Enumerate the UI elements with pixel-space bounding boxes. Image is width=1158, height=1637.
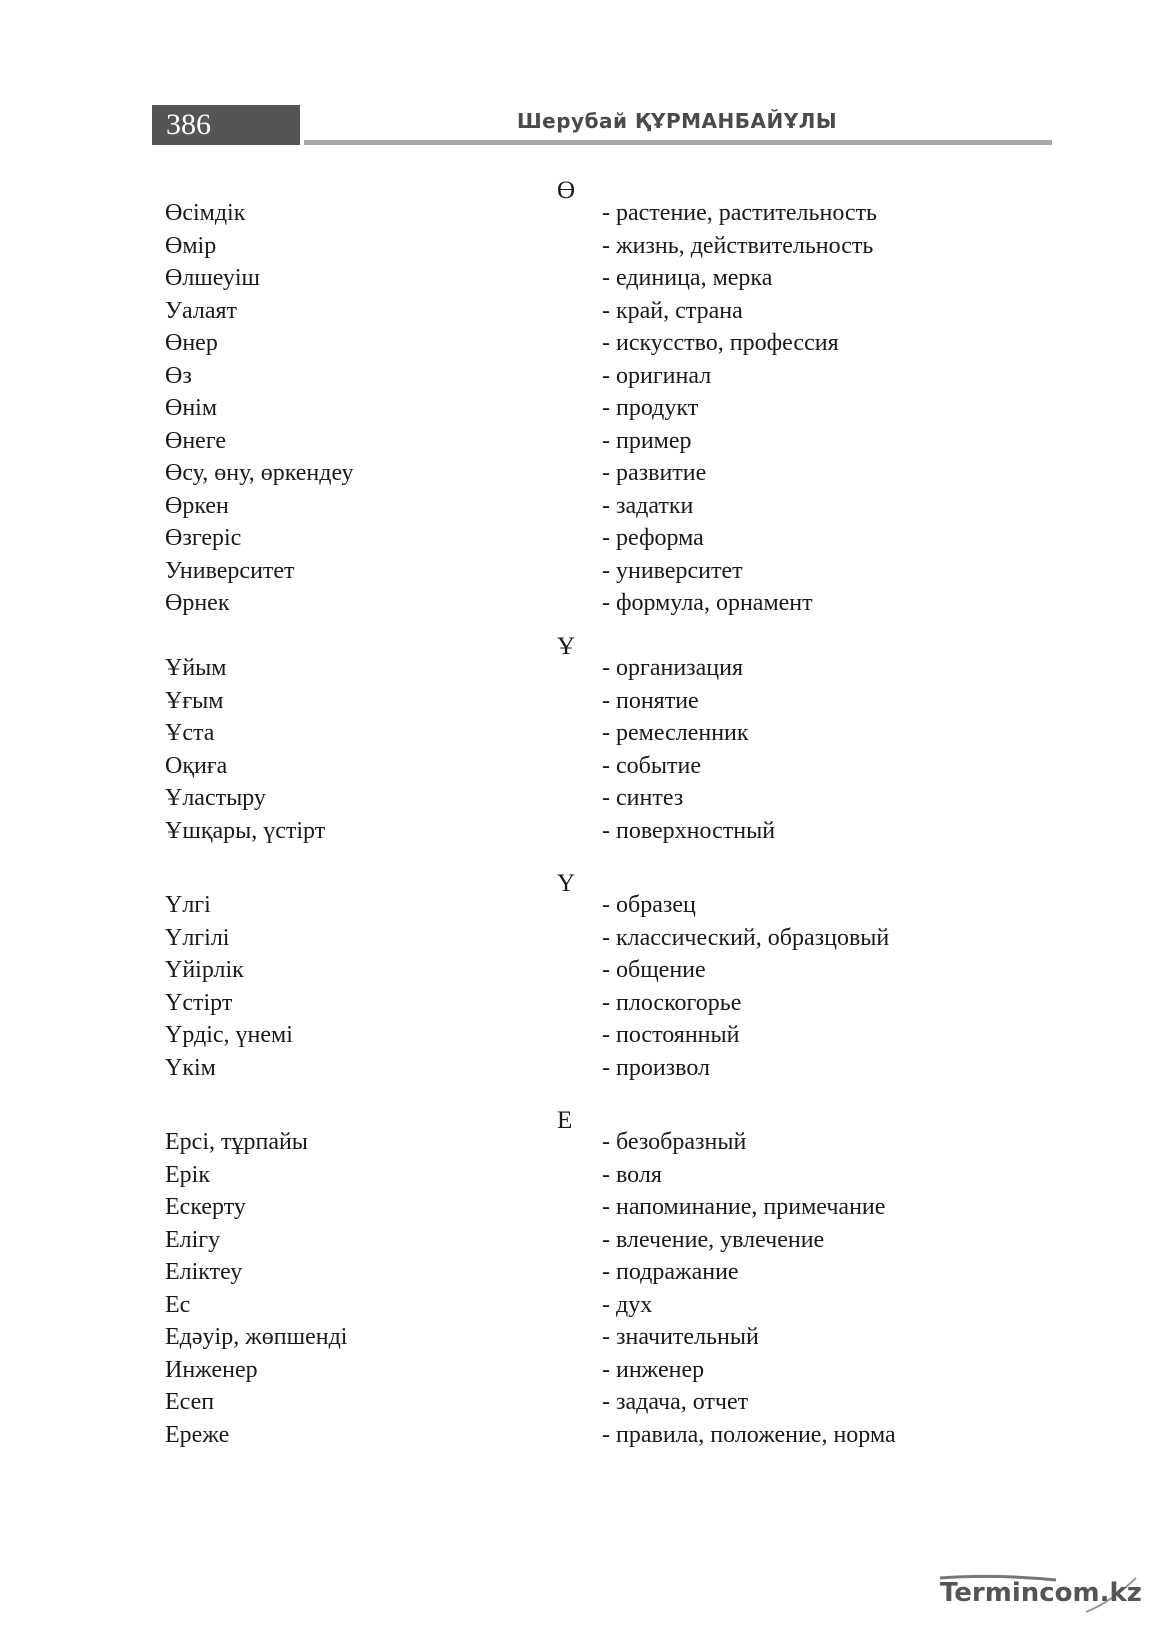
entry-term: Үйірлік xyxy=(165,957,244,983)
entry-term: Үрдіс, үнемі xyxy=(165,1022,293,1048)
entry-translation: - правила, положение, норма xyxy=(602,1421,896,1448)
entry-translation: - задача, отчет xyxy=(602,1389,749,1415)
dictionary-entry xyxy=(0,490,1158,522)
dictionary-entry xyxy=(0,555,1158,587)
entry-translation: - формула, орнамент xyxy=(602,590,813,616)
dictionary-entry xyxy=(0,262,1158,294)
dictionary-entry xyxy=(0,1126,1158,1158)
entry-term: Есеп xyxy=(165,1389,215,1415)
entry-translation: - задатки xyxy=(602,492,694,519)
entry-translation: - синтез xyxy=(602,785,684,811)
entry-translation: - край, страна xyxy=(602,297,743,324)
author-name: Шерубай ҚҰРМАНБАЙҰЛЫ xyxy=(516,109,838,133)
section-letter: Ұ xyxy=(557,633,576,660)
page-header xyxy=(152,105,1052,147)
entry-term: Ұшқары, үстірт xyxy=(165,817,326,844)
entry-translation: - реформа xyxy=(602,525,704,551)
entry-term: Еліктеу xyxy=(165,1259,243,1285)
entry-translation: - пример xyxy=(602,427,692,454)
entry-term: Өнім xyxy=(165,395,218,421)
dictionary-entry xyxy=(0,987,1158,1019)
entry-term: Ереже xyxy=(165,1421,230,1448)
entry-term: Үлгілі xyxy=(165,924,230,951)
entry-term: Өнеге xyxy=(165,427,227,454)
dictionary-entry xyxy=(0,922,1158,954)
entry-translation: - событие xyxy=(602,752,701,779)
entry-term: Ерсі, тұрпайы xyxy=(165,1129,308,1155)
entry-translation: - университет xyxy=(602,557,743,584)
entry-term: Ұғым xyxy=(165,687,224,714)
entry-translation: - подражание xyxy=(602,1259,739,1285)
entry-translation: - организация xyxy=(602,655,744,681)
entry-translation: - общение xyxy=(602,957,706,983)
entry-translation: - инженер xyxy=(602,1356,705,1383)
entry-translation: - значительный xyxy=(602,1324,759,1350)
dictionary-entry xyxy=(0,457,1158,489)
entry-term: Оқиға xyxy=(165,752,228,779)
entry-translation: - произвол xyxy=(602,1054,710,1081)
entry-term: Өмір xyxy=(165,232,217,259)
entry-translation: - поверхностный xyxy=(602,817,776,844)
header-rule xyxy=(304,140,1052,145)
entry-translation: - ремесленник xyxy=(602,720,749,746)
dictionary-entry xyxy=(0,1191,1158,1223)
entry-translation: - напоминание, примечание xyxy=(602,1194,886,1220)
dictionary-entry xyxy=(0,1052,1158,1084)
entry-term: Өзгеріс xyxy=(165,525,242,551)
entry-term: Өрнек xyxy=(165,590,230,616)
dictionary-entry xyxy=(0,717,1158,749)
entry-term: Үкім xyxy=(165,1054,216,1081)
entry-term: Үлгі xyxy=(165,892,211,918)
entry-term: Университет xyxy=(165,557,295,584)
dictionary-entry xyxy=(0,327,1158,359)
entry-translation: - образец xyxy=(602,892,696,918)
entry-term: Инженер xyxy=(165,1356,258,1383)
dictionary-entry xyxy=(0,1386,1158,1418)
entry-term: Өз xyxy=(165,362,192,389)
dictionary-entry xyxy=(0,652,1158,684)
dictionary-entry xyxy=(0,1289,1158,1321)
entry-translation: - классический, образцовый xyxy=(602,924,890,951)
dictionary-entry xyxy=(0,295,1158,327)
dictionary-entry xyxy=(0,1019,1158,1051)
entry-term: Ескерту xyxy=(165,1194,246,1220)
entry-term: Үстірт xyxy=(165,989,233,1016)
page-number-box xyxy=(152,105,300,145)
dictionary-entry xyxy=(0,1159,1158,1191)
dictionary-entry xyxy=(0,230,1158,262)
dictionary-entry xyxy=(0,425,1158,457)
entry-translation: - единица, мерка xyxy=(602,265,773,291)
dictionary-entry xyxy=(0,889,1158,921)
watermark-logo: Termincom.kz xyxy=(940,1578,1142,1608)
entry-term: Ұста xyxy=(165,720,215,746)
dictionary-entry xyxy=(0,522,1158,554)
dictionary-entry xyxy=(0,197,1158,229)
entry-translation: - растение, растительность xyxy=(602,200,878,226)
entry-term: Елігу xyxy=(165,1226,221,1253)
section-letter: Ү xyxy=(557,870,576,897)
entry-translation: - плоскогорье xyxy=(602,989,742,1016)
entry-term: Ес xyxy=(165,1291,191,1318)
dictionary-entry xyxy=(0,782,1158,814)
dictionary-entry xyxy=(0,750,1158,782)
dictionary-entry xyxy=(0,360,1158,392)
entry-term: Уалаят xyxy=(165,297,238,324)
section-letter: Ө xyxy=(557,177,576,204)
dictionary-entry xyxy=(0,1354,1158,1386)
entry-translation: - влечение, увлечение xyxy=(602,1226,825,1253)
dictionary-entry xyxy=(0,1419,1158,1451)
dictionary-entry xyxy=(0,392,1158,424)
entry-translation: - жизнь, действительность xyxy=(602,232,874,259)
entry-translation: - оригинал xyxy=(602,362,712,389)
dictionary-entry xyxy=(0,587,1158,619)
entry-term: Ерік xyxy=(165,1161,210,1188)
entry-term: Өркен xyxy=(165,492,229,519)
entry-translation: - безобразный xyxy=(602,1129,747,1155)
dictionary-entry xyxy=(0,1256,1158,1288)
entry-term: Өсу, өну, өркендеу xyxy=(165,460,354,486)
dictionary-entry xyxy=(0,685,1158,717)
entry-translation: - развитие xyxy=(602,460,707,486)
entry-term: Өлшеуіш xyxy=(165,265,260,291)
entry-translation: - дух xyxy=(602,1291,653,1318)
entry-term: Өнер xyxy=(165,330,218,356)
entry-translation: - воля xyxy=(602,1161,662,1188)
entry-term: Едәуір, жөпшенді xyxy=(165,1324,348,1350)
entry-translation: - понятие xyxy=(602,687,699,714)
entry-term: Өсімдік xyxy=(165,200,246,226)
entry-term: Ұйым xyxy=(165,655,227,681)
dictionary-entry xyxy=(0,815,1158,847)
section-letter: Е xyxy=(557,1107,573,1134)
page-number: 386 xyxy=(166,108,211,141)
entry-term: Ұластыру xyxy=(165,785,266,811)
dictionary-entry xyxy=(0,1321,1158,1353)
entry-translation: - продукт xyxy=(602,395,699,421)
dictionary-entry xyxy=(0,1224,1158,1256)
entry-translation: - постоянный xyxy=(602,1022,740,1048)
dictionary-entry xyxy=(0,954,1158,986)
entry-translation: - искусство, профессия xyxy=(602,330,839,356)
